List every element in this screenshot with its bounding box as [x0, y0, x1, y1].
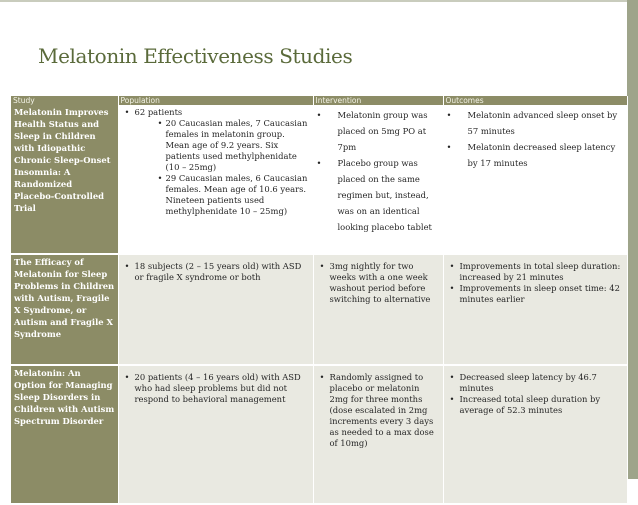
intervention-cell: [313, 365, 443, 504]
list-item: • Increased total sleep duration by average of 52.3 minutes: [447, 394, 624, 416]
table-row: [11, 105, 627, 254]
slide-side-bar: [627, 0, 638, 479]
population-cell: [118, 254, 313, 365]
list-item: • 20 Caucasian males, 7 Caucasian females in melatonin group. Mean age of 9.2 years. Six patients used methylphenidate (10 – 25mg): [155, 118, 310, 173]
table-header-row: [11, 96, 627, 105]
list-item: • 18 subjects (2 – 15 years old) with ASD or fragile X syndrome or both: [122, 261, 310, 283]
population-cell: [118, 365, 313, 504]
study-title: Melatonin: An Option for Managing Sleep Disorders in Children with Autism Spectrum Disorder: [11, 365, 118, 504]
list-item: • Melatonin decreased sleep latency by 17 minutes: [447, 139, 624, 171]
outcomes-cell: [443, 105, 627, 254]
header-intervention: Intervention: [313, 96, 443, 105]
list-item: • 20 patients (4 – 16 years old) with ASD who had sleep problems but did not respond to behavioral management: [122, 372, 310, 405]
study-title: The Efficacy of Melatonin for Sleep Problems in Children with Autism, Fragile X Syndrome, or Autism and Fragile X Syndrome: [11, 254, 118, 365]
list-item: • Improvements in total sleep duration: increased by 21 minutes: [447, 261, 624, 283]
table-row: [11, 254, 627, 365]
header-population: Population: [118, 96, 313, 105]
outcomes-cell: [443, 254, 627, 365]
list-item: [122, 107, 310, 217]
slide-title: Melatonin Effectiveness Studies: [38, 44, 353, 68]
population-main: 62 patients: [134, 107, 183, 117]
list-item: • Placebo group was placed on the same regimen but, instead, was on an identical looking placebo tablet: [317, 155, 440, 235]
outcomes-cell: [443, 365, 627, 504]
intervention-cell: [313, 254, 443, 365]
list-item: • Decreased sleep latency by 46.7 minutes: [447, 372, 624, 394]
list-item: • Improvements in sleep onset time: 42 minutes earlier: [447, 283, 624, 305]
list-item: • 29 Caucasian males, 6 Caucasian females. Mean age of 10.6 years. Nineteen patients used methylphenidate 10 – 25mg): [155, 173, 310, 217]
header-outcomes: Outcomes: [443, 96, 627, 105]
studies-table: [11, 96, 628, 505]
table-row: [11, 365, 627, 504]
population-cell: [118, 105, 313, 254]
header-study: Study: [11, 96, 118, 105]
list-item: • Randomly assigned to placebo or melatonin 2mg for three months (dose escalated in 2mg increments every 3 days as needed to a max dose of 10mg): [317, 372, 440, 449]
list-item: • 3mg nightly for two weeks with a one week washout period before switching to alternative: [317, 261, 440, 305]
study-title: Melatonin Improves Health Status and Sleep in Children with Idiopathic Chronic Sleep-Onset Insomnia: A Randomized Placebo-Controlled Trial: [11, 105, 118, 254]
list-item: • Melatonin group was placed on 5mg PO at 7pm: [317, 107, 440, 155]
intervention-cell: [313, 105, 443, 254]
top-stripe: [0, 0, 638, 2]
list-item: • Melatonin advanced sleep onset by 57 minutes: [447, 107, 624, 139]
